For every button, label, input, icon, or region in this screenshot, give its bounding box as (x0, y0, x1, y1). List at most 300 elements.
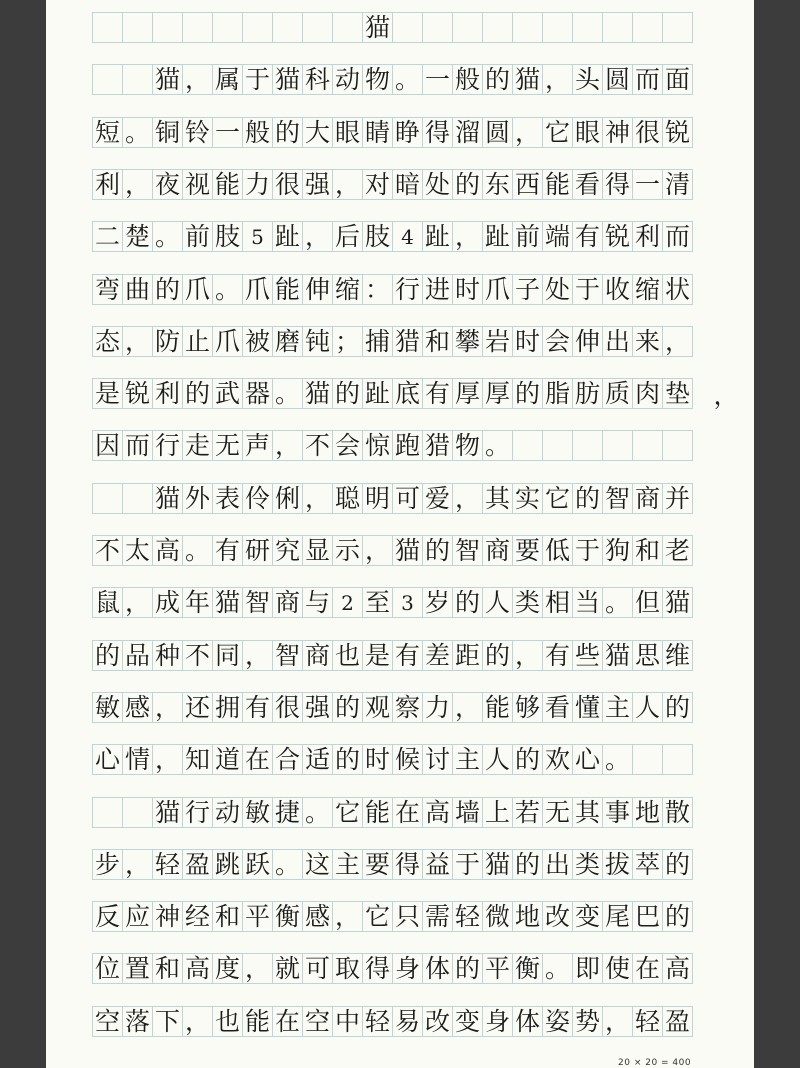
grid-cell-char: 的 (452, 169, 483, 200)
grid-cell-char: 脂 (542, 378, 573, 409)
grid-cell-char: 。 (602, 744, 633, 775)
grid-cell-char: 强 (302, 692, 333, 723)
grid-cell-char: 有 (422, 378, 453, 409)
grid-cell-char: ， (272, 430, 303, 461)
grid-cell-char: 爪 (242, 274, 273, 305)
grid-cell-char: 出 (542, 849, 573, 880)
grid-cell-empty (572, 12, 603, 43)
grid-cell-char: 太 (122, 535, 153, 566)
grid-cell-char: 懂 (572, 692, 603, 723)
grid-cell-char: 需 (422, 901, 453, 932)
grid-cell-char: 猫 (152, 797, 183, 828)
grid-cell-char: 在 (632, 953, 663, 984)
grid-cell-char: 品 (122, 640, 153, 671)
grid-cell-char: 的 (662, 901, 693, 932)
grid-cell-char: 跃 (242, 849, 273, 880)
grid-cell-char: 易 (392, 1006, 423, 1037)
grid-cell-char: 思 (632, 640, 663, 671)
grid-cell-char: 有 (212, 535, 243, 566)
grid-cell-char: 人 (482, 744, 513, 775)
grid-cell-char: 进 (422, 274, 453, 305)
grid-cell-char: 利 (632, 221, 663, 252)
grid-cell-char: 猫 (302, 378, 333, 409)
grid-cell-char: 很 (272, 692, 303, 723)
grid-cell-char: ； (332, 326, 363, 357)
grid-row (92, 535, 712, 566)
grid-cell-char: 。 (542, 953, 573, 984)
grid-cell-empty (392, 12, 423, 43)
grid-cell-char: 状 (662, 274, 693, 305)
grid-cell-char: 爱 (422, 483, 453, 514)
grid-cell-char: 可 (392, 483, 423, 514)
grid-cell-char: 下 (152, 1006, 183, 1037)
grid-cell-empty (152, 12, 183, 43)
grid-cell-char: 轻 (362, 1006, 393, 1037)
grid-cell-char: 的 (662, 849, 693, 880)
grid-cell-char: 明 (362, 483, 393, 514)
grid-cell-empty (512, 12, 543, 43)
grid-cell-char: 取 (332, 953, 363, 984)
grid-cell-char: ， (452, 692, 483, 723)
grid-cell-char: 趾 (362, 378, 393, 409)
grid-cell-char: ， (302, 221, 333, 252)
grid-cell-char: 空 (92, 1006, 123, 1037)
grid-cell-char: 够 (512, 692, 543, 723)
title-row (92, 12, 712, 43)
grid-cell-char: 因 (92, 430, 123, 461)
grid-cell-char: 视 (182, 169, 213, 200)
grid-cell-char: 很 (632, 117, 663, 148)
grid-cell-char: 知 (182, 744, 213, 775)
grid-cell-char: 的 (482, 640, 513, 671)
grid-cell-char: 维 (662, 640, 693, 671)
grid-cell-char: 示 (332, 535, 363, 566)
grid-cell-char: 的 (272, 117, 303, 148)
grid-cell-char: 4 (392, 221, 423, 252)
grid-cell-char: 神 (602, 117, 633, 148)
grid-cell-char: 是 (362, 640, 393, 671)
grid-cell-char: 暗 (392, 169, 423, 200)
grid-cell-char: 般 (242, 117, 273, 148)
grid-cell-char: 和 (212, 901, 243, 932)
grid-cell-char: 和 (152, 953, 183, 984)
grid-cell-char: ， (152, 744, 183, 775)
grid-cell-empty (272, 12, 303, 43)
grid-row (92, 587, 712, 618)
grid-cell-char: 商 (272, 587, 303, 618)
grid-cell-char: 与 (302, 587, 333, 618)
grid-cell-char: 厚 (482, 378, 513, 409)
grid-cell-char: 器 (242, 378, 273, 409)
grid-cell-char: 种 (152, 640, 183, 671)
grid-cell-char: 身 (482, 1006, 513, 1037)
grid-cell-char: 行 (152, 430, 183, 461)
grid-cell-char: 般 (452, 64, 483, 95)
grid-cell-char: ， (182, 1006, 213, 1037)
grid-cell-char: 狗 (602, 535, 633, 566)
grid-cell-char: 欢 (542, 744, 573, 775)
grid-cell-char: 反 (92, 901, 123, 932)
grid-cell-char: 猎 (392, 326, 423, 357)
grid-cell-char: 主 (602, 692, 633, 723)
grid-cell-char: 俐 (272, 483, 303, 514)
grid-cell-char: 力 (422, 692, 453, 723)
grid-cell-char: 道 (212, 744, 243, 775)
grid-cell-char: 看 (542, 692, 573, 723)
grid-cell-char: 科 (302, 64, 333, 95)
grid-cell-char: 能 (482, 692, 513, 723)
grid-cell-char: 轻 (452, 901, 483, 932)
grid-cell-char: 猫 (152, 483, 183, 514)
grid-row (92, 326, 712, 357)
grid-cell-char: 捕 (362, 326, 393, 357)
grid-cell-char: 猫 (362, 12, 393, 43)
grid-cell-char: 墙 (452, 797, 483, 828)
grid-cell-char: ： (362, 274, 393, 305)
grid-cell-empty (662, 430, 693, 461)
grid-cell-char: 的 (572, 483, 603, 514)
grid-cell-char: 就 (272, 953, 303, 984)
grid-row (92, 483, 712, 514)
grid-cell-char: 缩 (332, 274, 363, 305)
grid-cell-char: 的 (512, 849, 543, 880)
grid-cell-char: 它 (542, 117, 573, 148)
grid-cell-char: 尾 (602, 901, 633, 932)
grid-cell-char: 惊 (362, 430, 393, 461)
grid-cell-char: 西 (512, 169, 543, 200)
grid-cell-char: 显 (302, 535, 333, 566)
grid-cell-char: 观 (362, 692, 393, 723)
grid-cell-char: 武 (212, 378, 243, 409)
grid-cell-char: 情 (122, 744, 153, 775)
grid-cell-char: 会 (332, 430, 363, 461)
grid-cell-char: 属 (212, 64, 243, 95)
grid-cell-char: 利 (152, 378, 183, 409)
grid-cell-char: 年 (182, 587, 213, 618)
grid-cell-char: 缩 (632, 274, 663, 305)
grid-cell-char: ， (452, 221, 483, 252)
grid-cell-char: 人 (632, 692, 663, 723)
grid-cell-char: ， (512, 117, 543, 148)
grid-cell-char: 力 (242, 169, 273, 200)
grid-cell-char: 锐 (122, 378, 153, 409)
grid-cell-empty (122, 797, 153, 828)
grid-cell-char: 猫 (272, 64, 303, 95)
grid-cell-char: 要 (362, 849, 393, 880)
grid-cell-char: 地 (512, 901, 543, 932)
grid-cell-char: 的 (332, 692, 363, 723)
grid-row (92, 849, 712, 880)
grid-cell-char: 变 (452, 1006, 483, 1037)
grid-cell-char: 伶 (242, 483, 273, 514)
grid-cell-char: 低 (542, 535, 573, 566)
grid-cell-char: 。 (602, 587, 633, 618)
grid-cell-char: 肢 (212, 221, 243, 252)
grid-cell-char: 。 (272, 849, 303, 880)
grid-cell-char: 合 (272, 744, 303, 775)
grid-cell-char: 声 (242, 430, 273, 461)
grid-cell-char: 岩 (482, 326, 513, 357)
grid-cell-char: 候 (392, 744, 423, 775)
grid-cell-char: 地 (632, 797, 663, 828)
grid-cell-char: 东 (482, 169, 513, 200)
grid-cell-char: 类 (572, 849, 603, 880)
grid-cell-char: 有 (242, 692, 273, 723)
grid-cell-char: 动 (212, 797, 243, 828)
grid-cell-char: 使 (602, 953, 633, 984)
grid-cell-char: 能 (272, 274, 303, 305)
grid-cell-char: 高 (152, 535, 183, 566)
grid-cell-char: 强 (302, 169, 333, 200)
grid-cell-char: 姿 (542, 1006, 573, 1037)
grid-cell-char: 质 (602, 378, 633, 409)
grid-cell-char: 趾 (482, 221, 513, 252)
grid-cell-char: 于 (572, 274, 603, 305)
grid-cell-char: 的 (152, 274, 183, 305)
grid-cell-char: 猫 (662, 587, 693, 618)
grid-cell-char: 衡 (272, 901, 303, 932)
grid-cell-empty (542, 12, 573, 43)
grid-cell-empty (452, 12, 483, 43)
grid-cell-char: 上 (482, 797, 513, 828)
grid-cell-char: 于 (242, 64, 273, 95)
grid-cell-char: 出 (602, 326, 633, 357)
grid-cell-empty (122, 64, 153, 95)
grid-cell-char: 看 (572, 169, 603, 200)
grid-cell-char: 猫 (392, 535, 423, 566)
grid-cell-char: ， (602, 1006, 633, 1037)
grid-cell-char: 商 (482, 535, 513, 566)
grid-cell-char: 事 (602, 797, 633, 828)
grid-cell-char: 5 (242, 221, 273, 252)
grid-row (92, 901, 712, 932)
grid-cell-char: 跳 (212, 849, 243, 880)
grid-size-label: 20 × 20 = 400 (618, 1058, 692, 1068)
grid-cell-empty (632, 430, 663, 461)
grid-cell-char: 一 (212, 117, 243, 148)
grid-cell-char: 要 (512, 535, 543, 566)
grid-cell-char: 主 (332, 849, 363, 880)
grid-cell-char: 而 (662, 221, 693, 252)
grid-cell-char: 的 (422, 535, 453, 566)
grid-cell-char: 它 (542, 483, 573, 514)
grid-cell-char: 弯 (92, 274, 123, 305)
grid-cell-empty (632, 12, 663, 43)
grid-cell-char: 圆 (602, 64, 633, 95)
grid-cell-char: 适 (302, 744, 333, 775)
grid-cell-char: 轻 (152, 849, 183, 880)
grid-row (92, 430, 712, 461)
grid-cell-char: 铃 (182, 117, 213, 148)
grid-cell-char: 能 (362, 797, 393, 828)
grid-cell-char: 盈 (662, 1006, 693, 1037)
grid-cell-char: 这 (302, 849, 333, 880)
grid-cell-char: 类 (512, 587, 543, 618)
grid-cell-char: 商 (632, 483, 663, 514)
grid-cell-char: 爪 (182, 274, 213, 305)
grid-cell-char: 它 (332, 797, 363, 828)
grid-cell-char: 的 (452, 587, 483, 618)
grid-cell-char: 外 (182, 483, 213, 514)
grid-cell-char: 还 (182, 692, 213, 723)
grid-cell-char: 。 (302, 797, 333, 828)
grid-cell-char: 改 (542, 901, 573, 932)
grid-cell-empty (602, 12, 633, 43)
grid-cell-empty (92, 64, 123, 95)
grid-row (92, 640, 712, 671)
grid-cell-char: 处 (542, 274, 573, 305)
grid-cell-char: 其 (572, 797, 603, 828)
grid-cell-char: 而 (122, 430, 153, 461)
grid-cell-char: 厚 (452, 378, 483, 409)
grid-cell-char: 能 (242, 1006, 273, 1037)
grid-cell-char: 大 (302, 117, 333, 148)
grid-cell-char: 感 (122, 692, 153, 723)
grid-cell-char: 势 (572, 1006, 603, 1037)
grid-cell-char: 底 (392, 378, 423, 409)
grid-cell-char: 爪 (482, 274, 513, 305)
grid-row (92, 117, 712, 148)
grid-cell-char: 而 (632, 64, 663, 95)
grid-cell-char: 若 (512, 797, 543, 828)
grid-cell-empty (542, 430, 573, 461)
grid-cell-empty (92, 12, 123, 43)
grid-cell-char: 很 (272, 169, 303, 200)
grid-cell-char: 高 (422, 797, 453, 828)
grid-cell-char: 子 (512, 274, 543, 305)
grid-cell-char: 2 (332, 587, 363, 618)
grid-cell-char: 态 (92, 326, 123, 357)
grid-cell-char: 前 (182, 221, 213, 252)
grid-cell-char: ， (242, 953, 273, 984)
grid-cell-char: 敏 (92, 692, 123, 723)
grid-cell-char: 得 (602, 169, 633, 200)
grid-cell-char: 磨 (272, 326, 303, 357)
grid-row (92, 797, 712, 828)
grid-cell-char: 睁 (392, 117, 423, 148)
grid-row (92, 378, 712, 409)
grid-cell-char: 高 (662, 953, 693, 984)
grid-cell-char: 来 (632, 326, 663, 357)
grid-cell-char: 微 (482, 901, 513, 932)
grid-cell-char: 步 (92, 849, 123, 880)
grid-cell-char: 益 (422, 849, 453, 880)
grid-cell-char: 处 (422, 169, 453, 200)
grid-cell-char: 睛 (362, 117, 393, 148)
grid-cell-char: ， (662, 326, 693, 357)
grid-cell-char: 猫 (482, 849, 513, 880)
grid-cell-char: 得 (422, 117, 453, 148)
grid-cell-char: 至 (362, 587, 393, 618)
grid-cell-char: 位 (92, 953, 123, 984)
grid-cell-char: 落 (122, 1006, 153, 1037)
grid-cell-empty (662, 744, 693, 775)
grid-cell-char: 它 (362, 901, 393, 932)
grid-row (92, 1006, 712, 1037)
grid-cell-char: 对 (362, 169, 393, 200)
grid-cell-char: 度 (212, 953, 243, 984)
grid-cell-char: 会 (542, 326, 573, 357)
grid-cell-empty (212, 12, 243, 43)
grid-cell-char: 相 (542, 587, 573, 618)
grid-cell-char: 老 (662, 535, 693, 566)
grid-cell-char: 经 (182, 901, 213, 932)
grid-cell-char: 当 (572, 587, 603, 618)
grid-cell-char: 的 (452, 953, 483, 984)
grid-cell-char: 和 (422, 326, 453, 357)
grid-cell-char: 不 (302, 430, 333, 461)
grid-cell-char: 后 (332, 221, 363, 252)
grid-cell-char: 肉 (632, 378, 663, 409)
grid-cell-char: 趾 (422, 221, 453, 252)
grid-cell-char: 得 (392, 849, 423, 880)
grid-row (92, 64, 712, 95)
grid-cell-char: 聪 (332, 483, 363, 514)
grid-cell-char: 猫 (212, 587, 243, 618)
grid-cell-char: 。 (152, 221, 183, 252)
grid-cell-empty (92, 483, 123, 514)
grid-cell-char: 智 (602, 483, 633, 514)
hanging-punctuation: ， (713, 380, 739, 410)
grid-cell-char: 锐 (662, 117, 693, 148)
grid-cell-char: 在 (242, 744, 273, 775)
grid-cell-char: 心 (572, 744, 603, 775)
grid-cell-char: 二 (92, 221, 123, 252)
grid-cell-char: 察 (392, 692, 423, 723)
grid-cell-char: 主 (452, 744, 483, 775)
grid-cell-char: 些 (572, 640, 603, 671)
grid-cell-char: 身 (392, 953, 423, 984)
grid-cell-char: ， (242, 640, 273, 671)
grid-cell-char: 商 (302, 640, 333, 671)
grid-cell-char: 有 (542, 640, 573, 671)
grid-cell-char: 猫 (602, 640, 633, 671)
grid-cell-empty (422, 12, 453, 43)
grid-cell-char: 讨 (422, 744, 453, 775)
grid-cell-char: 的 (512, 378, 543, 409)
grid-cell-char: 感 (302, 901, 333, 932)
grid-cell-char: 时 (452, 274, 483, 305)
grid-row (92, 953, 712, 984)
grid-cell-char: 智 (242, 587, 273, 618)
grid-cell-char: 不 (92, 535, 123, 566)
grid-cell-empty (302, 12, 333, 43)
grid-cell-char: 于 (452, 849, 483, 880)
grid-cell-char: ， (542, 64, 573, 95)
grid-cell-char: 和 (632, 535, 663, 566)
grid-cell-char: 也 (332, 640, 363, 671)
grid-cell-char: 防 (152, 326, 183, 357)
grid-cell-empty (662, 12, 693, 43)
grid-cell-char: 实 (512, 483, 543, 514)
grid-cell-empty (122, 483, 153, 514)
grid-cell-char: 并 (662, 483, 693, 514)
grid-cell-char: 猫 (512, 64, 543, 95)
grid-cell-char: 的 (332, 744, 363, 775)
grid-cell-char: 衡 (512, 953, 543, 984)
grid-cell-char: 前 (512, 221, 543, 252)
grid-cell-char: 行 (392, 274, 423, 305)
grid-cell-char: 无 (212, 430, 243, 461)
grid-cell-char: 能 (212, 169, 243, 200)
grid-row (92, 692, 712, 723)
grid-cell-char: 究 (272, 535, 303, 566)
grid-cell-char: 心 (92, 744, 123, 775)
grid-cell-char: 距 (452, 640, 483, 671)
grid-cell-char: 在 (392, 797, 423, 828)
grid-cell-char: 猎 (422, 430, 453, 461)
grid-cell-char: 铜 (152, 117, 183, 148)
